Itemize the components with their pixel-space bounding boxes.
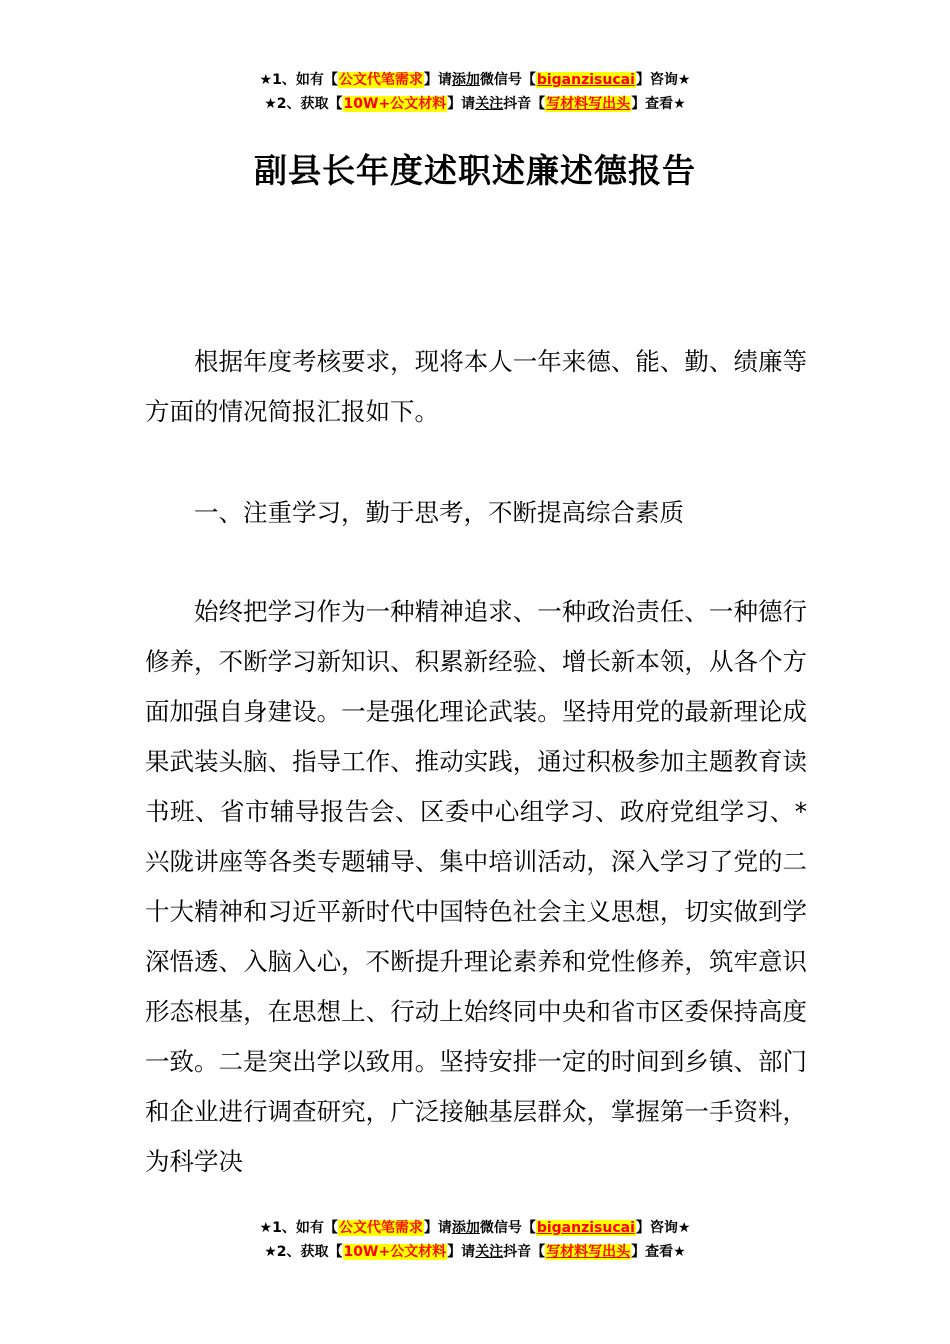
banner-text: 抖音【 xyxy=(503,1244,546,1260)
banner-underline: 关注 xyxy=(475,1244,504,1260)
bottom-banner xyxy=(0,1216,950,1264)
banner-text: ★1、如有【 xyxy=(259,72,338,88)
banner-line-2 xyxy=(0,1240,950,1264)
banner-text: 抖音【 xyxy=(503,96,546,112)
banner-wechat-id: biganzisucai xyxy=(536,72,635,88)
banner-text: 】查看★ xyxy=(631,96,686,112)
banner-text: 】咨询★ xyxy=(635,72,691,88)
banner-text: 】咨询★ xyxy=(635,1220,691,1236)
banner-text: 】请 xyxy=(447,1244,476,1260)
banner-text: ★2、获取【 xyxy=(264,1244,343,1260)
banner-text: ★1、如有【 xyxy=(259,1220,338,1236)
banner-underline: 关注 xyxy=(475,96,504,112)
banner-line-2 xyxy=(0,92,950,116)
banner-line-1 xyxy=(0,1216,950,1240)
banner-douyin-id: 写材料写出头 xyxy=(546,1244,631,1260)
banner-highlight: 10W+公文材料 xyxy=(343,96,447,112)
section-paragraph: 始终把学习作为一种精神追求、一种政治责任、一种德行修养，不断学习新知识、积累新经验、增长新本领，从各个方面加强自身建设。一是强化理论武装。坚持用党的最新理论成果武装头脑、指导工作、推动实践，通过积极参加主题教育读书班、省市辅导报告会、区委中心组学习、政府党组学习、*兴陇讲座等各类专题辅导、集中培训活动，深入学习了党的二十大精神和习近平新时代中国特色社会主义思想，切实做到学深悟透、入脑入心，不断提升理论素养和党性修养，筑牢意识形态根基，在思想上、行动上始终同中央和省市区委保持高度一致。二是突出学以致用。坚持安排一定的时间到乡镇、部门和企业进行调查研究，广泛接触基层群众，掌握第一手资料，为科学决 xyxy=(145,597,807,1176)
banner-text: 微信号【 xyxy=(479,72,536,88)
banner-text: 】请 xyxy=(447,96,476,112)
banner-douyin-id: 写材料写出头 xyxy=(546,96,631,112)
top-banner xyxy=(0,68,950,116)
banner-text: 】请 xyxy=(423,1220,452,1236)
banner-highlight: 公文代笔需求 xyxy=(338,72,423,88)
banner-text: 微信号【 xyxy=(479,1220,536,1236)
intro-paragraph: 根据年度考核要求，现将本人一年来德、能、勤、绩廉等方面的情况简报汇报如下。 xyxy=(145,347,807,426)
banner-line-1 xyxy=(0,68,950,92)
banner-highlight: 10W+公文材料 xyxy=(343,1244,447,1260)
banner-wechat-id: biganzisucai xyxy=(536,1220,635,1236)
banner-text: 】查看★ xyxy=(631,1244,686,1260)
banner-text: ★2、获取【 xyxy=(264,96,343,112)
banner-underline: 添加 xyxy=(451,72,480,88)
banner-text: 】请 xyxy=(423,72,452,88)
document-title: 副县长年度述职述廉述德报告 xyxy=(254,151,696,190)
section-heading: 一、注重学习，勤于思考，不断提高综合素质 xyxy=(194,498,684,527)
banner-underline: 添加 xyxy=(451,1220,480,1236)
banner-highlight: 公文代笔需求 xyxy=(338,1220,423,1236)
